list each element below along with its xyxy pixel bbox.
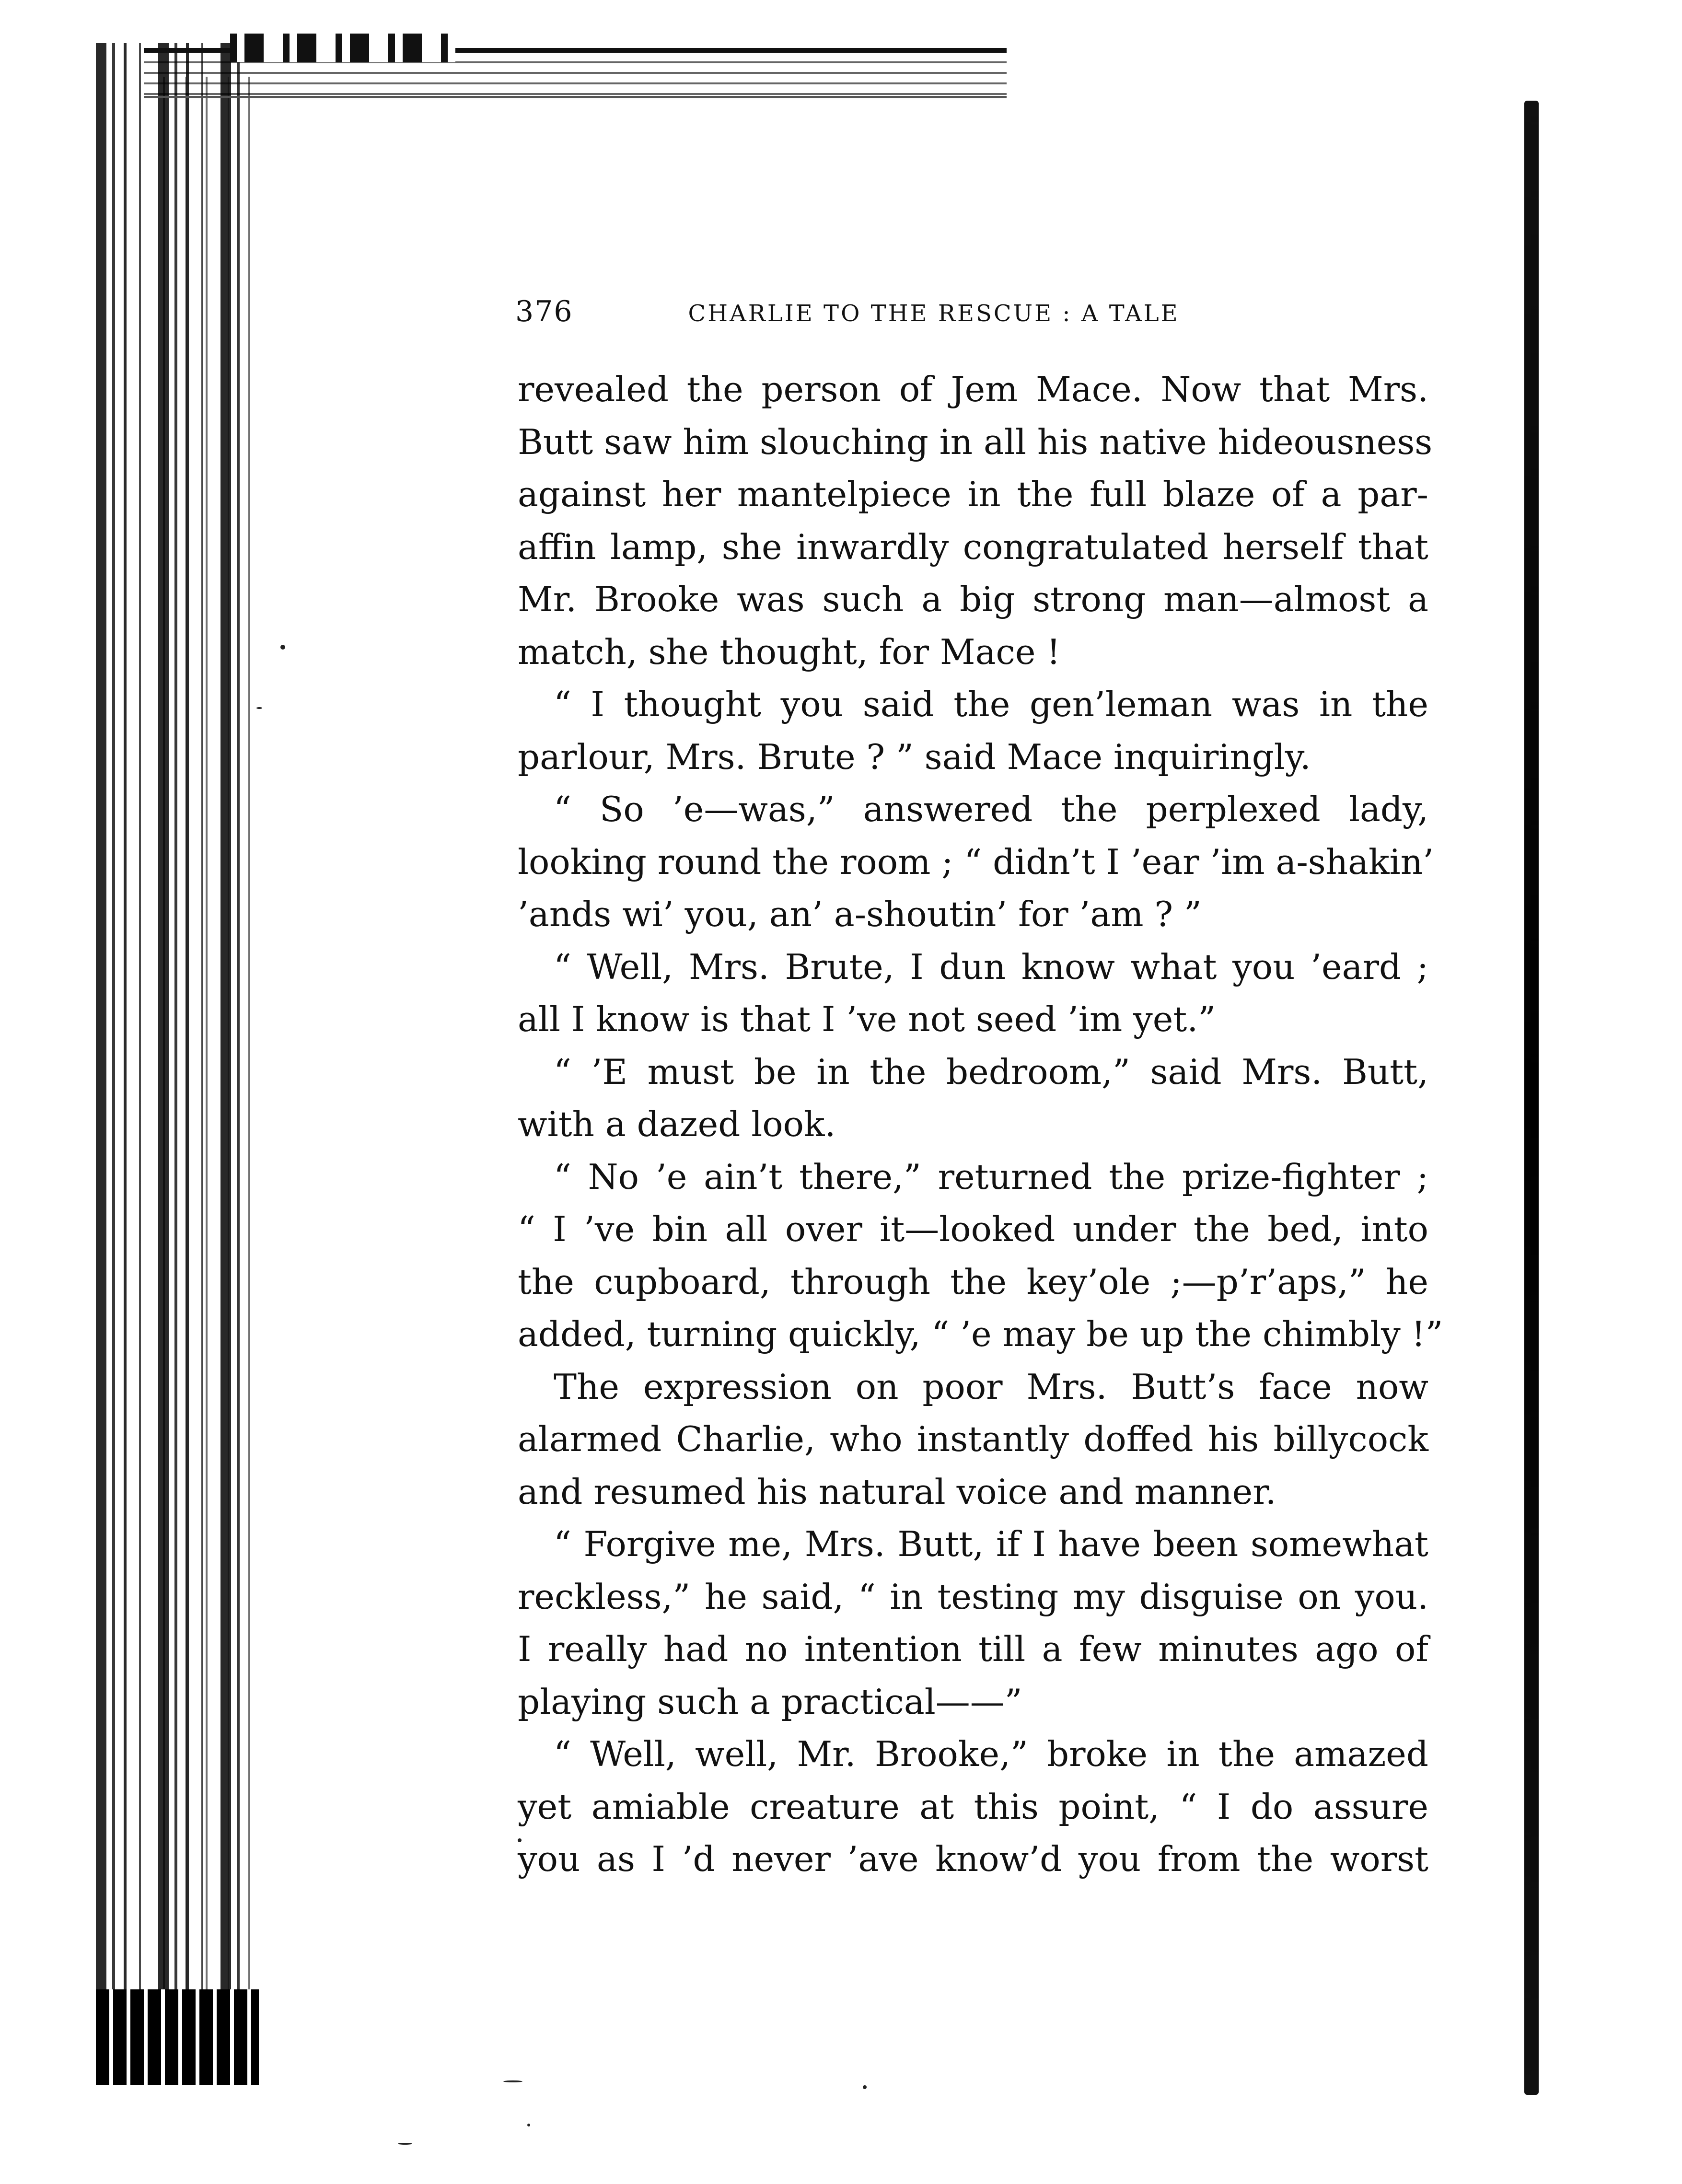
running-head: CHARLIE TO THE RESCUE : A TALE [688,300,1180,327]
scan-speck [863,2085,867,2089]
text-line: the cupboard, through the key’ole ;—p’r’aps,” he [518,1261,1428,1302]
text-line: “ So ’e—was,” answered the perplexed lady, [554,789,1428,829]
text-line: yet amiable creature at this point, “ I do assure [518,1786,1428,1827]
scan-right-edge-bar [1524,101,1539,2095]
text-line: “ I thought you said the gen’leman was in the [554,684,1428,724]
scan-top-marks [230,34,455,62]
text-line: with a dazed look. [518,1104,836,1144]
text-line: “ ’E must be in the bedroom,” said Mrs. Butt, [554,1051,1428,1092]
text-line: reckless,” he said, “ in testing my disguise on you. [518,1576,1428,1617]
text-line: parlour, Mrs. Brute ? ” said Mace inquiringly. [518,736,1311,777]
text-line: against her mantelpiece in the full blaze of a par- [518,474,1428,514]
text-line: “ No ’e ain’t there,” returned the prize-fighter ; [554,1156,1428,1197]
text-line: Butt saw him slouching in all his native hideousness [518,421,1433,462]
text-line: you as I ’d never ’ave know’d you from the worst [518,1839,1428,1879]
scan-speck [503,2080,522,2082]
text-line: “ I ’ve bin all over it—looked under the bed, into [518,1209,1428,1249]
text-line: I really had no intention till a few minutes ago of [518,1629,1428,1669]
text-line: revealed the person of Jem Mace. Now that Mrs. [518,369,1428,409]
scan-left-edge-streaks [144,77,268,2042]
scan-speck [280,645,285,650]
text-line: affin lamp, she inwardly congratulated herself that [518,526,1428,567]
page-number: 376 [515,295,573,328]
scan-speck [527,2124,530,2126]
text-line: “ Well, Mrs. Brute, I dun know what you ’eard ; [554,946,1428,987]
text-line: Mr. Brooke was such a big strong man—almost a [518,579,1428,619]
text-line: ’ands wi’ you, an’ a-shoutin’ for ’am ? ” [518,894,1202,934]
scan-speck [398,2143,412,2145]
text-line: looking round the room ; “ didn’t I ’ear ’im a-shakin’ [518,841,1434,882]
scan-speck [256,707,262,709]
text-line: “ Forgive me, Mrs. Butt, if I have been somewhat [554,1524,1428,1564]
scan-bottom-left-shadow [96,1989,259,2085]
text-line: “ Well, well, Mr. Brooke,” broke in the amazed [554,1734,1428,1774]
text-line: playing such a practical——” [518,1681,1022,1722]
text-line: and resumed his natural voice and manner. [518,1471,1276,1512]
text-line: all I know is that I ’ve not seed ’im yet.” [518,999,1216,1039]
text-line: match, she thought, for Mace ! [518,631,1061,672]
text-line: The expression on poor Mrs. Butt’s face now [554,1366,1428,1407]
text-line: alarmed Charlie, who instantly doffed his billycock [518,1419,1428,1459]
body-text [518,363,1443,1886]
page-header [515,295,1306,338]
text-line: added, turning quickly, “ ’e may be up the chimbly !” [518,1314,1443,1354]
